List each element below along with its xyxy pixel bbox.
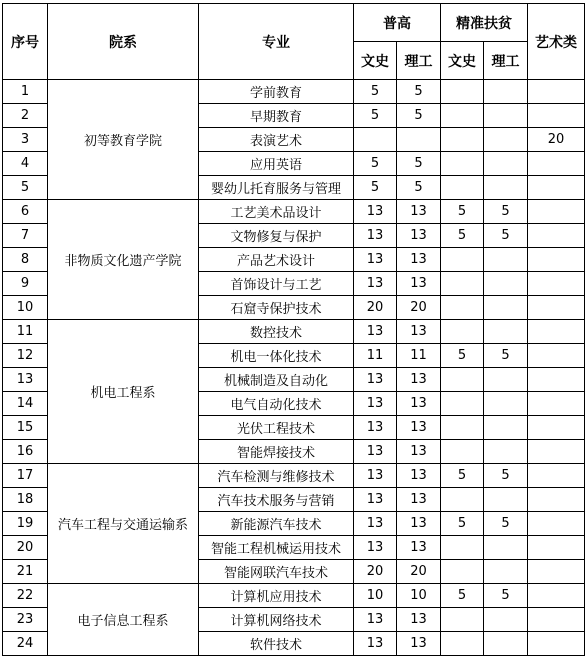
table-body (3, 80, 585, 656)
seq-cell: 6 (3, 200, 48, 224)
pugao-ligong-cell: 20 (397, 560, 441, 584)
jingzhun-wenshi-cell (441, 608, 484, 632)
seq-cell: 15 (3, 416, 48, 440)
jingzhun-ligong-cell: 5 (484, 200, 528, 224)
pugao-wenshi-cell: 13 (354, 224, 397, 248)
major-cell: 汽车检测与维修技术 (199, 464, 354, 488)
jingzhun-wenshi-cell (441, 368, 484, 392)
header-pugao-wenshi: 文史 (354, 42, 397, 80)
jingzhun-ligong-cell (484, 560, 528, 584)
pugao-wenshi-cell: 11 (354, 344, 397, 368)
jingzhun-ligong-cell (484, 608, 528, 632)
art-cell (528, 440, 585, 464)
seq-cell: 9 (3, 272, 48, 296)
jingzhun-ligong-cell (484, 368, 528, 392)
jingzhun-wenshi-cell: 5 (441, 344, 484, 368)
pugao-wenshi-cell: 13 (354, 536, 397, 560)
pugao-wenshi-cell: 10 (354, 584, 397, 608)
art-cell (528, 176, 585, 200)
art-cell (528, 464, 585, 488)
header-row-1 (3, 4, 585, 42)
jingzhun-wenshi-cell (441, 536, 484, 560)
dept-cell: 电子信息工程系 (48, 584, 199, 656)
pugao-wenshi-cell: 13 (354, 416, 397, 440)
jingzhun-ligong-cell: 5 (484, 224, 528, 248)
seq-cell: 20 (3, 536, 48, 560)
jingzhun-ligong-cell (484, 80, 528, 104)
art-cell (528, 560, 585, 584)
pugao-wenshi-cell: 13 (354, 248, 397, 272)
major-cell: 机电一体化技术 (199, 344, 354, 368)
pugao-ligong-cell: 13 (397, 440, 441, 464)
major-cell: 早期教育 (199, 104, 354, 128)
art-cell (528, 416, 585, 440)
jingzhun-ligong-cell (484, 296, 528, 320)
seq-cell: 8 (3, 248, 48, 272)
jingzhun-ligong-cell (484, 176, 528, 200)
pugao-wenshi-cell: 13 (354, 632, 397, 656)
major-cell: 婴幼儿托育服务与管理 (199, 176, 354, 200)
dept-cell: 非物质文化遗产学院 (48, 200, 199, 320)
dept-cell: 初等教育学院 (48, 80, 199, 200)
art-cell (528, 368, 585, 392)
seq-cell: 2 (3, 104, 48, 128)
art-cell (528, 584, 585, 608)
jingzhun-ligong-cell (484, 272, 528, 296)
jingzhun-wenshi-cell (441, 392, 484, 416)
art-cell (528, 608, 585, 632)
table-row (3, 584, 585, 608)
art-cell (528, 344, 585, 368)
jingzhun-wenshi-cell (441, 128, 484, 152)
pugao-wenshi-cell: 20 (354, 560, 397, 584)
pugao-ligong-cell: 13 (397, 224, 441, 248)
jingzhun-ligong-cell: 5 (484, 512, 528, 536)
art-cell (528, 248, 585, 272)
jingzhun-wenshi-cell (441, 176, 484, 200)
art-cell (528, 296, 585, 320)
jingzhun-wenshi-cell (441, 488, 484, 512)
art-cell (528, 392, 585, 416)
pugao-wenshi-cell: 13 (354, 368, 397, 392)
jingzhun-ligong-cell (484, 416, 528, 440)
jingzhun-ligong-cell (484, 152, 528, 176)
pugao-ligong-cell: 13 (397, 248, 441, 272)
jingzhun-ligong-cell (484, 320, 528, 344)
major-cell: 智能网联汽车技术 (199, 560, 354, 584)
jingzhun-ligong-cell (484, 248, 528, 272)
pugao-ligong-cell: 20 (397, 296, 441, 320)
pugao-wenshi-cell: 13 (354, 512, 397, 536)
jingzhun-ligong-cell (484, 128, 528, 152)
seq-cell: 4 (3, 152, 48, 176)
header-dept: 院系 (48, 4, 199, 80)
jingzhun-ligong-cell: 5 (484, 464, 528, 488)
seq-cell: 7 (3, 224, 48, 248)
major-cell: 表演艺术 (199, 128, 354, 152)
art-cell (528, 488, 585, 512)
pugao-wenshi-cell: 5 (354, 152, 397, 176)
major-cell: 应用英语 (199, 152, 354, 176)
major-cell: 机械制造及自动化 (199, 368, 354, 392)
seq-cell: 23 (3, 608, 48, 632)
jingzhun-ligong-cell: 5 (484, 584, 528, 608)
jingzhun-ligong-cell (484, 488, 528, 512)
pugao-ligong-cell: 5 (397, 80, 441, 104)
table-row (3, 320, 585, 344)
major-cell: 汽车技术服务与营销 (199, 488, 354, 512)
major-cell: 首饰设计与工艺 (199, 272, 354, 296)
jingzhun-ligong-cell (484, 104, 528, 128)
pugao-wenshi-cell (354, 128, 397, 152)
major-cell: 新能源汽车技术 (199, 512, 354, 536)
seq-cell: 11 (3, 320, 48, 344)
major-cell: 智能工程机械运用技术 (199, 536, 354, 560)
header-jingzhun-wenshi: 文史 (441, 42, 484, 80)
major-cell: 软件技术 (199, 632, 354, 656)
seq-cell: 16 (3, 440, 48, 464)
jingzhun-wenshi-cell (441, 248, 484, 272)
art-cell (528, 632, 585, 656)
header-jingzhun-ligong: 理工 (484, 42, 528, 80)
pugao-ligong-cell: 13 (397, 488, 441, 512)
jingzhun-wenshi-cell (441, 416, 484, 440)
table-row (3, 464, 585, 488)
art-cell (528, 224, 585, 248)
pugao-wenshi-cell: 13 (354, 272, 397, 296)
seq-cell: 17 (3, 464, 48, 488)
major-cell: 产品艺术设计 (199, 248, 354, 272)
jingzhun-wenshi-cell (441, 632, 484, 656)
seq-cell: 22 (3, 584, 48, 608)
jingzhun-wenshi-cell (441, 104, 484, 128)
major-cell: 学前教育 (199, 80, 354, 104)
seq-cell: 5 (3, 176, 48, 200)
pugao-ligong-cell (397, 128, 441, 152)
art-cell: 20 (528, 128, 585, 152)
pugao-wenshi-cell: 13 (354, 392, 397, 416)
pugao-wenshi-cell: 13 (354, 464, 397, 488)
major-cell: 工艺美术品设计 (199, 200, 354, 224)
jingzhun-wenshi-cell (441, 152, 484, 176)
table-row (3, 80, 585, 104)
major-cell: 智能焊接技术 (199, 440, 354, 464)
jingzhun-wenshi-cell: 5 (441, 584, 484, 608)
table-row (3, 200, 585, 224)
pugao-ligong-cell: 13 (397, 200, 441, 224)
art-cell (528, 320, 585, 344)
pugao-wenshi-cell: 13 (354, 440, 397, 464)
seq-cell: 18 (3, 488, 48, 512)
header-seq: 序号 (3, 4, 48, 80)
header-jingzhun: 精准扶贫 (441, 4, 528, 42)
pugao-wenshi-cell: 13 (354, 608, 397, 632)
jingzhun-wenshi-cell (441, 272, 484, 296)
pugao-ligong-cell: 13 (397, 416, 441, 440)
jingzhun-wenshi-cell: 5 (441, 464, 484, 488)
pugao-wenshi-cell: 13 (354, 488, 397, 512)
seq-cell: 14 (3, 392, 48, 416)
pugao-ligong-cell: 11 (397, 344, 441, 368)
header-major: 专业 (199, 4, 354, 80)
pugao-ligong-cell: 13 (397, 464, 441, 488)
jingzhun-wenshi-cell: 5 (441, 224, 484, 248)
pugao-ligong-cell: 5 (397, 104, 441, 128)
pugao-wenshi-cell: 5 (354, 104, 397, 128)
pugao-ligong-cell: 5 (397, 176, 441, 200)
jingzhun-wenshi-cell (441, 80, 484, 104)
dept-cell: 机电工程系 (48, 320, 199, 464)
pugao-ligong-cell: 13 (397, 512, 441, 536)
jingzhun-wenshi-cell (441, 560, 484, 584)
pugao-wenshi-cell: 13 (354, 200, 397, 224)
pugao-wenshi-cell: 5 (354, 176, 397, 200)
pugao-ligong-cell: 13 (397, 632, 441, 656)
jingzhun-ligong-cell: 5 (484, 344, 528, 368)
pugao-ligong-cell: 13 (397, 272, 441, 296)
major-cell: 电气自动化技术 (199, 392, 354, 416)
art-cell (528, 80, 585, 104)
art-cell (528, 272, 585, 296)
pugao-ligong-cell: 13 (397, 320, 441, 344)
header-art: 艺术类 (528, 4, 585, 80)
dept-cell: 汽车工程与交通运输系 (48, 464, 199, 584)
major-cell: 文物修复与保护 (199, 224, 354, 248)
art-cell (528, 536, 585, 560)
pugao-wenshi-cell: 20 (354, 296, 397, 320)
seq-cell: 3 (3, 128, 48, 152)
pugao-wenshi-cell: 5 (354, 80, 397, 104)
jingzhun-wenshi-cell: 5 (441, 512, 484, 536)
enrollment-plan-table (2, 3, 585, 656)
jingzhun-ligong-cell (484, 440, 528, 464)
jingzhun-wenshi-cell (441, 440, 484, 464)
jingzhun-ligong-cell (484, 632, 528, 656)
art-cell (528, 512, 585, 536)
pugao-ligong-cell: 10 (397, 584, 441, 608)
major-cell: 数控技术 (199, 320, 354, 344)
pugao-ligong-cell: 5 (397, 152, 441, 176)
pugao-ligong-cell: 13 (397, 536, 441, 560)
seq-cell: 21 (3, 560, 48, 584)
seq-cell: 1 (3, 80, 48, 104)
jingzhun-wenshi-cell (441, 296, 484, 320)
seq-cell: 10 (3, 296, 48, 320)
pugao-wenshi-cell: 13 (354, 320, 397, 344)
seq-cell: 12 (3, 344, 48, 368)
art-cell (528, 152, 585, 176)
seq-cell: 19 (3, 512, 48, 536)
jingzhun-ligong-cell (484, 536, 528, 560)
header-pugao-ligong: 理工 (397, 42, 441, 80)
pugao-ligong-cell: 13 (397, 608, 441, 632)
pugao-ligong-cell: 13 (397, 392, 441, 416)
major-cell: 石窟寺保护技术 (199, 296, 354, 320)
jingzhun-wenshi-cell: 5 (441, 200, 484, 224)
major-cell: 光伏工程技术 (199, 416, 354, 440)
header-pugao: 普高 (354, 4, 441, 42)
seq-cell: 13 (3, 368, 48, 392)
major-cell: 计算机网络技术 (199, 608, 354, 632)
jingzhun-wenshi-cell (441, 320, 484, 344)
art-cell (528, 200, 585, 224)
pugao-ligong-cell: 13 (397, 368, 441, 392)
major-cell: 计算机应用技术 (199, 584, 354, 608)
jingzhun-ligong-cell (484, 392, 528, 416)
seq-cell: 24 (3, 632, 48, 656)
art-cell (528, 104, 585, 128)
